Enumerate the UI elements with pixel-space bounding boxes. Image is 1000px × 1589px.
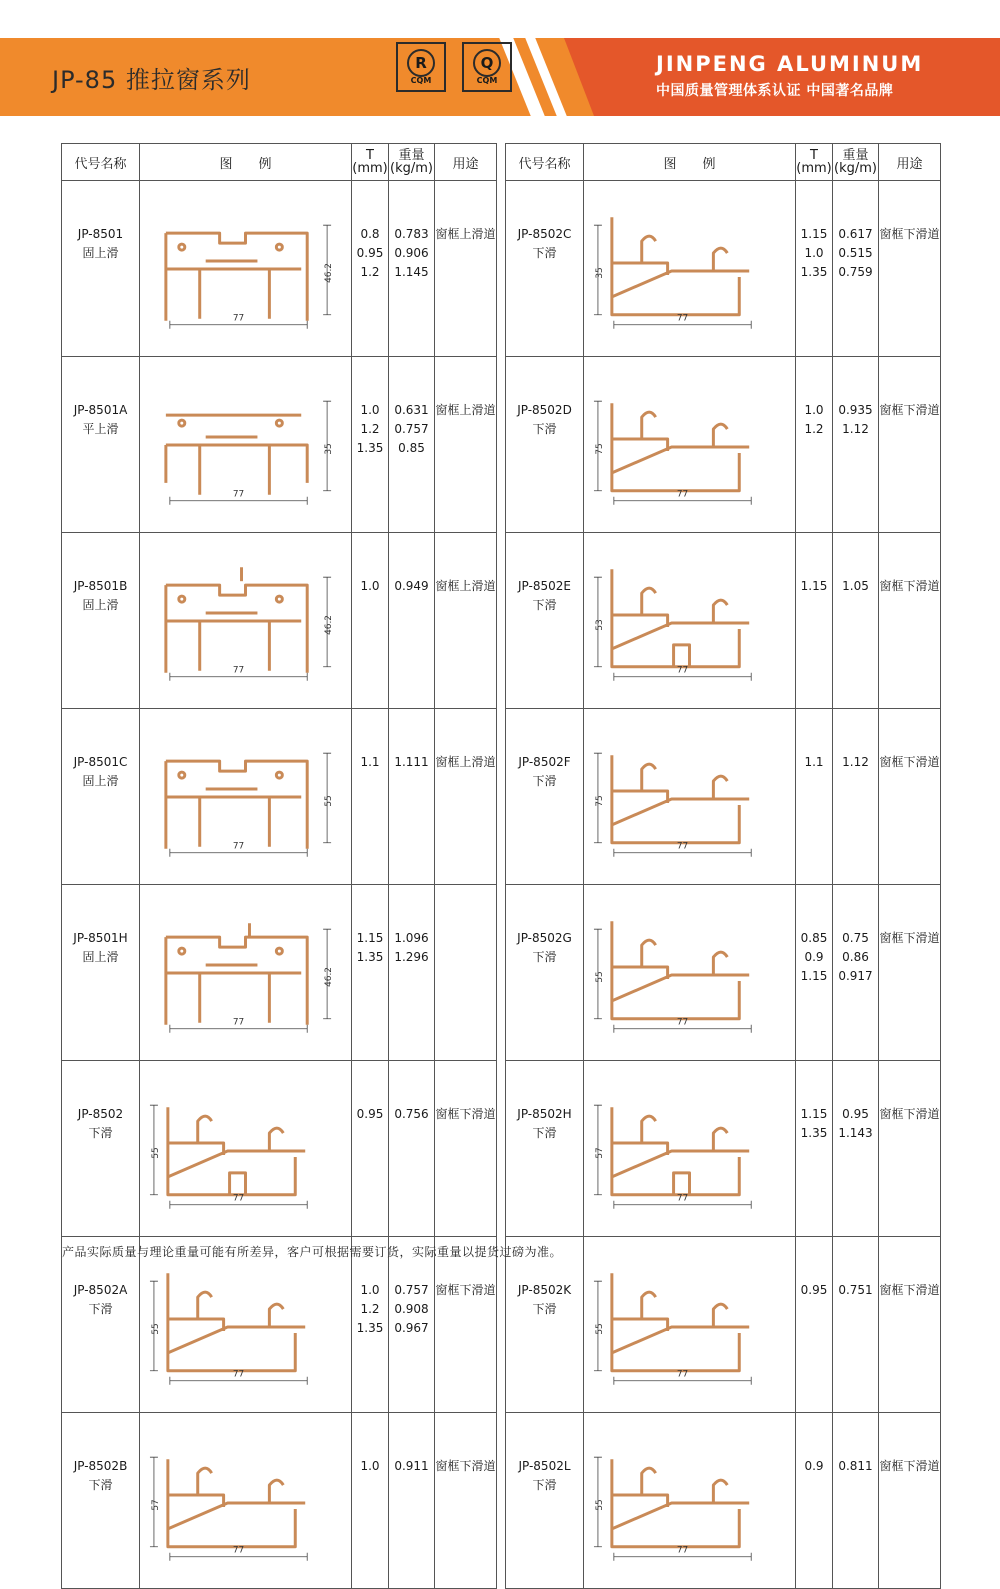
weight-value: 1.111 xyxy=(394,755,429,769)
dimension-width-label: 77 xyxy=(232,489,245,500)
table-row xyxy=(506,1413,941,1589)
product-code-cell xyxy=(506,357,584,533)
weight-value: 1.296 xyxy=(394,950,429,964)
thickness-value: 1.15 xyxy=(356,931,384,945)
dimension-height-label: 57 xyxy=(150,1499,161,1511)
profile-drawing-cell xyxy=(140,357,352,533)
product-code-cell xyxy=(506,885,584,1061)
product-name: 下滑 xyxy=(88,1126,113,1140)
col-use: 用途 xyxy=(879,144,941,181)
usage-cell: 窗框下滑道 xyxy=(879,709,941,885)
product-name: 下滑 xyxy=(532,950,557,964)
profile-drawing-cell xyxy=(140,1061,352,1237)
table-row xyxy=(62,885,497,1061)
product-code-cell xyxy=(62,885,140,1061)
weight-cell xyxy=(833,357,879,533)
profile-drawing xyxy=(140,555,351,686)
profile-drawing-cell xyxy=(584,709,796,885)
profile-shape xyxy=(612,921,749,1019)
dimension-width-label: 77 xyxy=(232,665,245,676)
spec-table-left xyxy=(61,143,497,1589)
weight-value: 1.145 xyxy=(394,265,429,279)
profile-drawing xyxy=(140,203,351,334)
weight-value: 1.096 xyxy=(394,931,429,945)
weight-cell xyxy=(389,1413,435,1589)
profile-drawing xyxy=(584,203,795,334)
dimension-height-label: 55 xyxy=(594,971,605,983)
profile-drawing-cell xyxy=(584,1061,796,1237)
col-thickness: T (mm) xyxy=(352,144,389,181)
product-code: JP-8502C xyxy=(517,227,572,241)
thickness-value: 0.9 xyxy=(804,1459,824,1473)
weight-value: 0.967 xyxy=(394,1321,429,1335)
weight-cell xyxy=(833,709,879,885)
dimension-height-label: 35 xyxy=(324,443,335,455)
dimension-width-label: 77 xyxy=(232,1545,245,1556)
thickness-cell xyxy=(352,357,389,533)
profile-shape xyxy=(168,1107,305,1195)
profile-drawing-cell xyxy=(140,885,352,1061)
product-name: 固上滑 xyxy=(82,246,119,260)
thickness-cell xyxy=(352,533,389,709)
thickness-cell xyxy=(796,1237,833,1413)
weight-value: 0.86 xyxy=(842,950,869,964)
product-code-cell xyxy=(62,533,140,709)
profile-shape xyxy=(612,217,749,315)
weight-cell xyxy=(389,1061,435,1237)
product-name: 固上滑 xyxy=(82,950,119,964)
profile-drawing-cell xyxy=(140,709,352,885)
thickness-cell xyxy=(796,885,833,1061)
thickness-cell xyxy=(796,1061,833,1237)
brand-slogan: 中国质量管理体系认证 中国著名品牌 xyxy=(656,83,894,99)
profile-shape xyxy=(612,1107,749,1195)
thickness-value: 1.0 xyxy=(804,403,824,417)
profile-drawing xyxy=(140,379,351,510)
profile-drawing xyxy=(140,1083,351,1214)
profile-shape xyxy=(168,1459,305,1547)
profile-drawing xyxy=(584,1259,795,1390)
product-code: JP-8502A xyxy=(73,1283,128,1297)
table-row xyxy=(62,1061,497,1237)
page-title: JP-85 推拉窗系列 xyxy=(52,66,251,94)
thickness-value: 0.8 xyxy=(360,227,380,241)
dimension-height-label: 55 xyxy=(594,1499,605,1511)
weight-value: 0.631 xyxy=(394,403,429,417)
thickness-value: 1.15 xyxy=(800,227,828,241)
weight-value: 0.757 xyxy=(394,422,429,436)
product-code: JP-8501 xyxy=(77,227,124,241)
weight-cell xyxy=(833,1237,879,1413)
profile-shape xyxy=(612,1273,749,1371)
product-code: JP-8501B xyxy=(73,579,128,593)
thickness-value: 1.2 xyxy=(804,422,824,436)
dimension-height-label: 46.2 xyxy=(324,967,335,987)
cqm-r-logo: R CQM xyxy=(396,42,446,92)
product-code: JP-8502B xyxy=(73,1459,128,1473)
profile-drawing-cell xyxy=(584,181,796,357)
table-row xyxy=(506,1061,941,1237)
product-code: JP-8502 xyxy=(77,1107,124,1121)
product-name: 下滑 xyxy=(532,1126,557,1140)
profile-drawing-cell xyxy=(584,357,796,533)
usage-cell: 窗框下滑道 xyxy=(879,357,941,533)
weight-cell xyxy=(389,181,435,357)
profile-drawing-cell xyxy=(140,181,352,357)
usage-cell: 窗框上滑道 xyxy=(435,709,497,885)
product-code: JP-8502K xyxy=(517,1283,572,1297)
thickness-value: 1.15 xyxy=(800,1107,828,1121)
product-code-cell xyxy=(506,181,584,357)
product-code-cell xyxy=(506,1413,584,1589)
usage-cell: 窗框下滑道 xyxy=(435,1237,497,1413)
weight-value: 0.756 xyxy=(394,1107,429,1121)
thickness-cell xyxy=(796,181,833,357)
table-row xyxy=(62,709,497,885)
usage-cell: 窗框上滑道 xyxy=(435,533,497,709)
thickness-value: 0.95 xyxy=(356,246,384,260)
dimension-width-label: 77 xyxy=(232,841,245,852)
weight-value: 1.05 xyxy=(842,579,869,593)
dimension-height-label: 55 xyxy=(150,1147,161,1159)
dimension-height-label: 53 xyxy=(594,619,605,631)
usage-cell: 窗框上滑道 xyxy=(435,357,497,533)
weight-value: 0.911 xyxy=(394,1459,429,1473)
product-code: JP-8502L xyxy=(518,1459,571,1473)
brand-name: JINPENG ALUMINUM xyxy=(656,52,924,76)
weight-value: 0.811 xyxy=(838,1459,873,1473)
weight-value: 0.783 xyxy=(394,227,429,241)
thickness-cell xyxy=(352,709,389,885)
cqm-q-logo: Q CQM xyxy=(462,42,512,92)
thickness-value: 0.85 xyxy=(800,931,828,945)
dimension-width-label: 77 xyxy=(232,1369,245,1380)
table-row xyxy=(506,181,941,357)
weight-value: 0.617 xyxy=(838,227,873,241)
weight-cell xyxy=(389,357,435,533)
weight-value: 0.75 xyxy=(842,931,869,945)
weight-cell xyxy=(389,1237,435,1413)
thickness-cell xyxy=(796,357,833,533)
product-code: JP-8501C xyxy=(73,755,128,769)
thickness-value: 1.15 xyxy=(800,969,828,983)
profile-shape xyxy=(612,569,749,667)
profile-drawing xyxy=(584,1083,795,1214)
profile-drawing xyxy=(584,1435,795,1566)
thickness-cell xyxy=(352,885,389,1061)
col-figure: 图 例 xyxy=(140,144,352,181)
col-thickness: T (mm) xyxy=(796,144,833,181)
dimension-width-label: 77 xyxy=(676,841,689,852)
dimension-width-label: 77 xyxy=(676,1545,689,1556)
profile-shape xyxy=(612,1459,749,1547)
profile-drawing xyxy=(584,555,795,686)
profile-shape xyxy=(166,415,307,495)
usage-cell: 窗框下滑道 xyxy=(879,1061,941,1237)
thickness-value: 1.15 xyxy=(800,579,828,593)
profile-drawing-cell xyxy=(584,885,796,1061)
profile-shape xyxy=(166,233,307,321)
profile-drawing xyxy=(140,731,351,862)
product-code-cell xyxy=(62,1413,140,1589)
usage-cell: 窗框下滑道 xyxy=(879,181,941,357)
table-row xyxy=(506,1237,941,1413)
table-row xyxy=(506,357,941,533)
col-code: 代号名称 xyxy=(62,144,140,181)
thickness-cell xyxy=(796,533,833,709)
thickness-value: 1.0 xyxy=(360,403,380,417)
profile-drawing xyxy=(140,907,351,1038)
thickness-value: 1.35 xyxy=(356,441,384,455)
product-code: JP-8502E xyxy=(518,579,571,593)
thickness-cell xyxy=(796,1413,833,1589)
thickness-cell xyxy=(796,709,833,885)
usage-cell: 窗框下滑道 xyxy=(879,1413,941,1589)
dimension-width-label: 77 xyxy=(676,489,689,500)
col-code: 代号名称 xyxy=(506,144,584,181)
col-weight: 重量 (kg/m) xyxy=(833,144,879,181)
profile-drawing xyxy=(140,1435,351,1566)
thickness-value: 1.2 xyxy=(360,422,380,436)
table-row xyxy=(506,533,941,709)
thickness-cell xyxy=(352,1413,389,1589)
dimension-height-label: 46.2 xyxy=(324,615,335,635)
dimension-height-label: 75 xyxy=(594,795,605,807)
dimension-width-label: 77 xyxy=(676,1017,689,1028)
product-code-cell xyxy=(62,709,140,885)
product-code: JP-8501A xyxy=(73,403,128,417)
weight-cell xyxy=(833,1061,879,1237)
weight-cell xyxy=(833,181,879,357)
usage-cell: 窗框下滑道 xyxy=(879,533,941,709)
dimension-width-label: 77 xyxy=(232,313,245,324)
product-name: 固上滑 xyxy=(82,598,119,612)
product-code-cell xyxy=(62,357,140,533)
table-row xyxy=(62,181,497,357)
thickness-value: 1.35 xyxy=(356,950,384,964)
weight-value: 1.12 xyxy=(842,755,869,769)
product-code: JP-8502H xyxy=(517,1107,572,1121)
product-code: JP-8502G xyxy=(517,931,572,945)
weight-value: 0.85 xyxy=(398,441,425,455)
weight-cell xyxy=(833,533,879,709)
weight-cell xyxy=(833,885,879,1061)
product-code-cell xyxy=(506,1061,584,1237)
profile-shape xyxy=(166,567,307,673)
profile-drawing xyxy=(140,1259,351,1390)
product-code-cell xyxy=(506,1237,584,1413)
product-name: 下滑 xyxy=(532,1302,557,1316)
weight-value: 0.95 xyxy=(842,1107,869,1121)
weight-value: 0.759 xyxy=(838,265,873,279)
profile-shape xyxy=(612,403,749,491)
brand-panel xyxy=(530,38,1000,116)
dimension-width-label: 77 xyxy=(232,1193,245,1204)
thickness-value: 1.35 xyxy=(800,1126,828,1140)
profile-drawing-cell xyxy=(140,1237,352,1413)
product-code-cell xyxy=(506,709,584,885)
weight-value: 1.12 xyxy=(842,422,869,436)
thickness-value: 1.0 xyxy=(360,1283,380,1297)
col-figure: 图 例 xyxy=(584,144,796,181)
weight-value: 0.949 xyxy=(394,579,429,593)
weight-value: 0.908 xyxy=(394,1302,429,1316)
dimension-width-label: 77 xyxy=(232,1017,245,1028)
product-code: JP-8501H xyxy=(73,931,128,945)
thickness-value: 1.2 xyxy=(360,265,380,279)
profile-shape xyxy=(166,923,307,1025)
thickness-cell xyxy=(352,1061,389,1237)
table-row xyxy=(62,1413,497,1589)
weight-value: 0.935 xyxy=(838,403,873,417)
thickness-value: 0.95 xyxy=(356,1107,384,1121)
profile-drawing-cell xyxy=(584,1237,796,1413)
weight-value: 0.906 xyxy=(394,246,429,260)
product-name: 平上滑 xyxy=(82,422,119,436)
product-name: 下滑 xyxy=(532,774,557,788)
weight-cell xyxy=(833,1413,879,1589)
table-row xyxy=(62,357,497,533)
col-use: 用途 xyxy=(435,144,497,181)
footnote: 产品实际质量与理论重量可能有所差异，客户可根据需要订货，实际重量以提货过磅为准。 xyxy=(62,1245,563,1259)
product-code: JP-8502D xyxy=(517,403,572,417)
thickness-value: 1.35 xyxy=(356,1321,384,1335)
profile-drawing-cell xyxy=(140,533,352,709)
table-row xyxy=(506,709,941,885)
col-weight: 重量 (kg/m) xyxy=(389,144,435,181)
table-row xyxy=(62,1237,497,1413)
spec-table-right xyxy=(505,143,941,1589)
profile-shape xyxy=(166,761,307,849)
product-code-cell xyxy=(62,1237,140,1413)
weight-value: 0.917 xyxy=(838,969,873,983)
dimension-height-label: 55 xyxy=(150,1323,161,1335)
dimension-height-label: 57 xyxy=(594,1147,605,1159)
thickness-value: 1.0 xyxy=(804,246,824,260)
dimension-height-label: 75 xyxy=(594,443,605,455)
profile-shape xyxy=(168,1273,305,1371)
thickness-value: 1.35 xyxy=(800,265,828,279)
product-code-cell xyxy=(506,533,584,709)
product-name: 下滑 xyxy=(532,246,557,260)
profile-drawing xyxy=(584,731,795,862)
table-row xyxy=(506,885,941,1061)
usage-cell xyxy=(435,885,497,1061)
product-name: 下滑 xyxy=(532,598,557,612)
product-name: 下滑 xyxy=(532,422,557,436)
weight-cell xyxy=(389,885,435,1061)
thickness-value: 0.95 xyxy=(800,1283,828,1297)
profile-drawing xyxy=(584,907,795,1038)
dimension-width-label: 77 xyxy=(676,1369,689,1380)
thickness-cell xyxy=(352,1237,389,1413)
table-row xyxy=(62,533,497,709)
weight-value: 0.515 xyxy=(838,246,873,260)
usage-cell: 窗框下滑道 xyxy=(879,1237,941,1413)
profile-shape xyxy=(612,755,749,843)
weight-value: 0.757 xyxy=(394,1283,429,1297)
thickness-value: 0.9 xyxy=(804,950,824,964)
profile-drawing-cell xyxy=(584,533,796,709)
product-name: 下滑 xyxy=(88,1302,113,1316)
product-name: 下滑 xyxy=(88,1478,113,1492)
product-code: JP-8502F xyxy=(518,755,571,769)
dimension-height-label: 46.2 xyxy=(324,263,335,283)
dimension-height-label: 55 xyxy=(594,1323,605,1335)
product-code-cell xyxy=(62,1061,140,1237)
product-code-cell xyxy=(62,181,140,357)
dimension-width-label: 77 xyxy=(676,665,689,676)
thickness-value: 1.0 xyxy=(360,579,380,593)
profile-drawing xyxy=(584,379,795,510)
dimension-width-label: 77 xyxy=(676,1193,689,1204)
thickness-value: 1.1 xyxy=(360,755,380,769)
usage-cell: 窗框下滑道 xyxy=(435,1061,497,1237)
usage-cell: 窗框下滑道 xyxy=(435,1413,497,1589)
thickness-cell xyxy=(352,181,389,357)
weight-value: 1.143 xyxy=(838,1126,873,1140)
dimension-height-label: 35 xyxy=(594,267,605,279)
weight-cell xyxy=(389,533,435,709)
profile-drawing-cell xyxy=(140,1413,352,1589)
dimension-width-label: 77 xyxy=(676,313,689,324)
usage-cell: 窗框下滑道 xyxy=(879,885,941,1061)
thickness-value: 1.2 xyxy=(360,1302,380,1316)
profile-drawing-cell xyxy=(584,1413,796,1589)
product-name: 固上滑 xyxy=(82,774,119,788)
product-name: 下滑 xyxy=(532,1478,557,1492)
thickness-value: 1.1 xyxy=(804,755,824,769)
dimension-height-label: 55 xyxy=(324,795,335,807)
weight-value: 0.751 xyxy=(838,1283,873,1297)
usage-cell: 窗框上滑道 xyxy=(435,181,497,357)
thickness-value: 1.0 xyxy=(360,1459,380,1473)
weight-cell xyxy=(389,709,435,885)
